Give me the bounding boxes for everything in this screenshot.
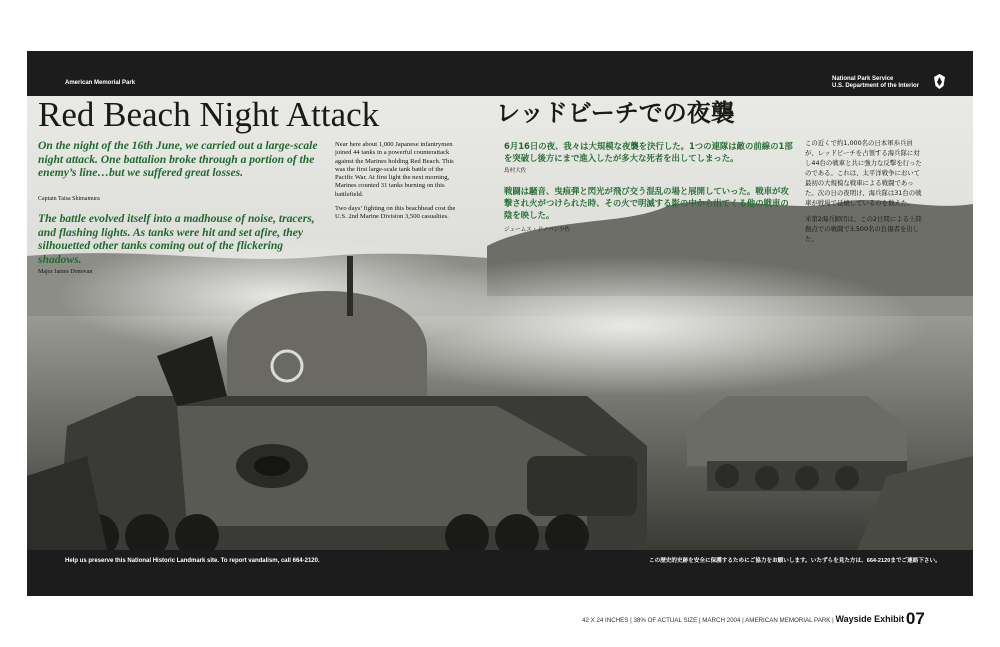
- attribution-donovan: Major James Donovan: [38, 269, 93, 275]
- caption-number: 07: [905, 609, 925, 628]
- quote-shimamura-jp: 6月16日の夜、我々は大規模な夜襲を決行した。1つの連隊は敵の前線の1部を突破し後方にまで進入したが多大な死者を出してしまった。: [504, 141, 793, 163]
- top-band: [27, 51, 973, 96]
- exhibit-caption: 42 X 24 INCHES | 38% OF ACTUAL SIZE | MARCH 2004 | AMERICAN MEMORIAL PARK | Wayside Exhibit 07: [582, 609, 925, 628]
- agency-line-1: National Park Service: [832, 76, 894, 82]
- body-en-paragraph-2: Two days’ fighting on this beachhead cost the U.S. 2nd Marine Division 3,500 casualties.: [335, 205, 456, 221]
- body-en-paragraph-1: Near here about 1,000 Japanese infantrymen joined 44 tanks in a powerful counterattack against the Marines holding Red Beach. This was the first large-scale tank battle of the Pacific War. At first light the next morning, Marines counted 31 tanks burning on this battlefield.: [335, 141, 454, 198]
- park-name: American Memorial Park: [65, 80, 136, 86]
- body-text-jp: [805, 138, 925, 250]
- title-jp: レッドビーチでの夜襲: [496, 99, 735, 127]
- quote-donovan: The battle evolved itself into a madhouse of noise, tracers, and flashing lights. As tanks were hit and set afire, they silhouetted other tanks coming out of the flickering shadows.: [38, 212, 315, 266]
- attribution-shimamura-jp: 島村大佐: [504, 168, 527, 174]
- quote-donovan-jp: 戦闘は騒音、曳痕弾と閃光が飛び交う混乱の場と展開していった。戦車が攻撃され火がつけられた時、その火で明滅する影の中から出てくる他の戦車の陰を映した。: [504, 186, 789, 220]
- nps-arrowhead-icon: [934, 74, 945, 89]
- caption-size: 42 X 24 INCHES: [582, 617, 629, 624]
- distant-tank: [687, 396, 907, 491]
- title-en: Red Beach Night Attack: [38, 95, 380, 134]
- vandalism-notice-en: Help us preserve this National Historic Landmark site. To report vandalism, call 664-2120.: [65, 558, 320, 564]
- body-jp-paragraph-2: 米第2海兵師団は、この2日間による上陸拠点での戦闘で3,500名の負傷者を出した。: [805, 215, 922, 243]
- caption-park: AMERICAN MEMORIAL PARK: [745, 617, 831, 624]
- quote-shimamura: On the night of the 16th June, we carried out a large-scale night attack. One battalion broke through a portion of the enemy’s line…but we suffered great losses.: [38, 139, 318, 180]
- caption-series: Wayside Exhibit: [835, 614, 905, 624]
- body-jp-paragraph-1: この近くで約1,000名の日本軍歩兵員が、レッドビーチを占領する海兵隊に対し44台の戦車と共に強力な反撃を行ったのである。これは、太平洋戦争において最初の大規模な戦車による戦闘であった。次の日の夜明け、海兵隊は31台の戦車が戦場で延焼しているのを数えた。: [805, 139, 922, 207]
- caption-date: MARCH 2004: [702, 617, 741, 624]
- bottom-band: [27, 550, 973, 596]
- attribution-donovan-jp: ジェームス・ドノバン少佐: [504, 227, 571, 233]
- body-text-en: [335, 141, 463, 228]
- vandalism-notice-jp: この歴史的史跡を安全に保護するためにご協力をお願いします。いたずらを見た方は、664-2120までご連絡下さい。: [649, 558, 941, 564]
- agency-line-2: U.S. Department of the Interior: [832, 83, 920, 89]
- caption-scale: 38% OF ACTUAL SIZE: [633, 617, 698, 624]
- attribution-shimamura: Captain Taisa Shimamura: [38, 196, 100, 202]
